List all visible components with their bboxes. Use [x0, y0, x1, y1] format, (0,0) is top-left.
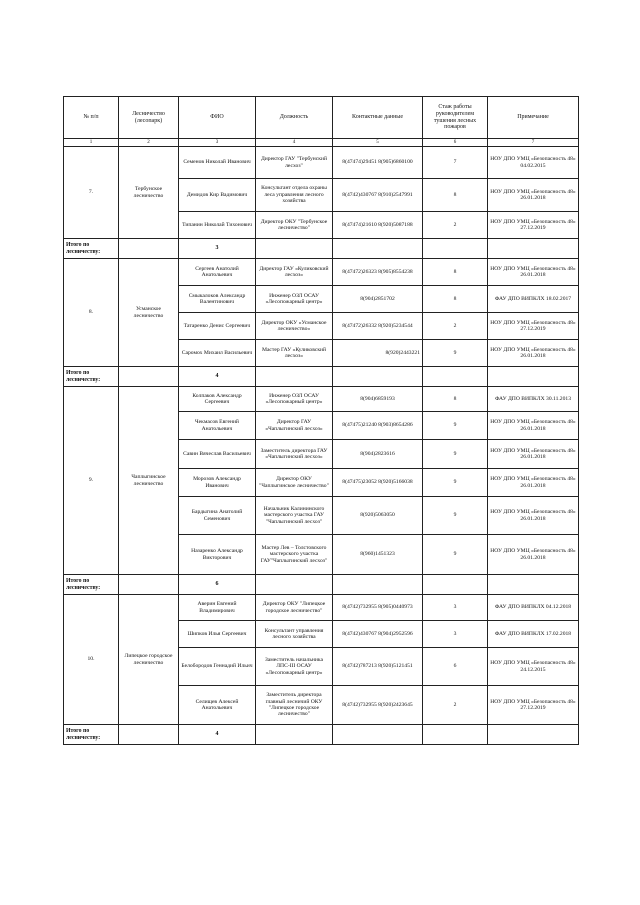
person-position: Инженер ОЗЛ ОСАУ «Лесопожарный центр» [256, 286, 333, 313]
person-experience: 9 [423, 469, 488, 497]
header-forestry: Лесничество (лесопарк) [119, 97, 179, 139]
person-position: Директор ГАУ "Тербунский лесхоз" [256, 147, 333, 179]
person-name: Селищев Алексей Анатольевич [179, 686, 256, 725]
person-note: НОУ ДПО УМЦ «Безопасность 48» 26.01.2018 [488, 469, 579, 497]
table-row [64, 387, 579, 412]
person-experience: 9 [423, 340, 488, 367]
person-experience: 6 [423, 648, 488, 686]
person-contacts: 8(904)2823616 [333, 440, 423, 469]
person-name: Назаренко Александр Викторович [179, 535, 256, 575]
total-label: Итого по лесничеству: [64, 725, 119, 745]
column-number: 2 [119, 139, 179, 147]
header-contacts: Контактные данные [333, 97, 423, 139]
forestry-staff-table [63, 96, 579, 745]
person-position: Директор ОКУ "Чаплыгинское лесничество" [256, 469, 333, 497]
person-note: ФАУ ДПО ВИПКЛХ 30.11.2013 [488, 387, 579, 412]
group-total-row [64, 239, 579, 259]
group-total-row [64, 367, 579, 387]
column-number: 6 [423, 139, 488, 147]
person-experience: 9 [423, 440, 488, 469]
table-row [64, 147, 579, 179]
person-experience: 7 [423, 147, 488, 179]
person-position: Мастер Лев – Толстовского мастерского участка ГАУ"Чаплыгинский лесхоз" [256, 535, 333, 575]
person-name: Белобородов Геннадий Ильич [179, 648, 256, 686]
person-name: Саромох Михаил Васильевич [179, 340, 256, 367]
person-experience: 8 [423, 286, 488, 313]
person-experience: 3 [423, 595, 488, 621]
person-name: Демидов Кир Вадимович [179, 179, 256, 212]
person-position: Консультант отдела охраны леса управления лесного хозяйства [256, 179, 333, 212]
header-num: № п/п [64, 97, 119, 139]
total-count: 4 [179, 367, 256, 387]
total-label: Итого по лесничеству: [64, 575, 119, 595]
person-contacts: 8(47474)21610 8(920)5087188 [333, 212, 423, 239]
person-note: ФАУ ДПО ВИПКЛХ 17.02.2018 [488, 621, 579, 648]
person-position: Директор ГАУ «Куликовский лесхоз» [256, 259, 333, 286]
person-name: Бардыгина Анатолий Семенович [179, 497, 256, 535]
person-experience: 2 [423, 686, 488, 725]
person-position: Заместитель директора ГАУ «Чаплыгинский лесхоз» [256, 440, 333, 469]
forestry-name: Усманское лесничество [119, 259, 179, 367]
column-number: 3 [179, 139, 256, 147]
person-contacts: 8(47472)26332 8(920)5234544 [333, 313, 423, 340]
column-number-row [64, 139, 579, 147]
total-count: 3 [179, 239, 256, 259]
person-contacts: 8(4742)430767 8(904)2952596 [333, 621, 423, 648]
person-contacts: 8(904)6859193 [333, 387, 423, 412]
group-number: 8. [64, 259, 119, 367]
person-note: НОУ ДПО УМЦ «Безопасность 48» 26.01.2018 [488, 259, 579, 286]
column-number: 7 [488, 139, 579, 147]
person-position: Директор ОКУ "Тербунское лесничество" [256, 212, 333, 239]
person-position: Заместитель директора главный лесничий ОКУ "Липецкое городское лесничество" [256, 686, 333, 725]
header-fio: ФИО [179, 97, 256, 139]
header-experience: Стаж работы руководителем тушения лесных пожаров [423, 97, 488, 139]
table-row [64, 259, 579, 286]
person-name: Семенов Николай Иванович [179, 147, 256, 179]
person-experience: 8 [423, 179, 488, 212]
person-name: Типанин Николай Тихонович [179, 212, 256, 239]
person-position: Начальник Калининского мастерского участка ГАУ "Чаплыгинский лесхоз" [256, 497, 333, 535]
person-name: Аверин Евгений Владимирович [179, 595, 256, 621]
person-contacts: 8(904)2851702 [333, 286, 423, 313]
column-number: 1 [64, 139, 119, 147]
person-position: Директор ГАУ «Чаплыгинский лесхоз» [256, 412, 333, 440]
person-experience: 9 [423, 535, 488, 575]
person-experience: 8 [423, 387, 488, 412]
person-name: Смыкалоков Александр Валентинович [179, 286, 256, 313]
group-total-row [64, 575, 579, 595]
person-contacts: 8(47475)23052 8(920)5166038 [333, 469, 423, 497]
total-count: 4 [179, 725, 256, 745]
person-note: НОУ ДПО УМЦ «Безопасность 48» 27.12.2019 [488, 313, 579, 340]
person-note: НОУ ДПО УМЦ «Безопасность 48» 26.01.2018 [488, 179, 579, 212]
header-position: Должность [256, 97, 333, 139]
table-row [64, 595, 579, 621]
group-number: 7. [64, 147, 119, 239]
person-position: Директор ОКУ "Липецкое городское лесничество" [256, 595, 333, 621]
person-contacts: 8(47472)26323 8(905)8554238 [333, 259, 423, 286]
person-note: НОУ ДПО УМЦ «Безопасность 48» 26.01.2018 [488, 497, 579, 535]
person-note: НОУ ДПО УМЦ «Безопасность 48» 26.01.2018 [488, 535, 579, 575]
person-experience: 3 [423, 621, 488, 648]
person-position: Консультант управления лесного хозяйства [256, 621, 333, 648]
person-experience: 9 [423, 412, 488, 440]
column-number: 5 [333, 139, 423, 147]
person-note: НОУ ДПО УМЦ «Безопасность 48» 24.12.2015 [488, 648, 579, 686]
person-name: Чекмасов Евгений Анатольевич [179, 412, 256, 440]
person-contacts: 8(920)2443221 [333, 340, 423, 367]
forestry-name: Чаплыгинское лесничество [119, 387, 179, 575]
person-note: НОУ ДПО УМЦ «Безопасность 48» 26.01.2018 [488, 340, 579, 367]
column-number: 4 [256, 139, 333, 147]
person-position: Мастер ГАУ «Куликовский лесхоз» [256, 340, 333, 367]
person-name: Савин Вячеслав Васильевич [179, 440, 256, 469]
person-position: Директор ОКУ «Усманское лесничество» [256, 313, 333, 340]
header-row [64, 97, 579, 139]
person-experience: 9 [423, 497, 488, 535]
person-name: Колпаков Александр Сергеевич [179, 387, 256, 412]
group-total-row [64, 725, 579, 745]
person-experience: 2 [423, 212, 488, 239]
total-count: 6 [179, 575, 256, 595]
group-number: 9. [64, 387, 119, 575]
person-contacts: 8(47475)21240 8(903)8654286 [333, 412, 423, 440]
total-label: Итого по лесничеству: [64, 367, 119, 387]
person-note: ФАУ ДПО ВИПКЛХ 04.12.2018 [488, 595, 579, 621]
header-note: Примечание [488, 97, 579, 139]
person-contacts: 8(4742)430767 8(910)2547991 [333, 179, 423, 212]
person-name: Морозов Александр Иванович [179, 469, 256, 497]
person-name: Шипков Илья Сергеевич [179, 621, 256, 648]
person-note: НОУ ДПО УМЦ «Безопасность 48» 26.01.2018 [488, 440, 579, 469]
person-position: Инженер ОЗЛ ОСАУ «Лесопожарный центр» [256, 387, 333, 412]
person-contacts: 8(4742)732955 8(905)0440973 [333, 595, 423, 621]
person-note: НОУ ДПО УМЦ «Безопасность 48» 26.01.2018 [488, 412, 579, 440]
person-position: Заместитель начальника ЛПС-III ОСАУ «Лесопожарный центр» [256, 648, 333, 686]
person-note: НОУ ДПО УМЦ «Безопасность 48» 27.12.2019 [488, 212, 579, 239]
person-contacts: 8(920)5063050 [333, 497, 423, 535]
total-label: Итого по лесничеству: [64, 239, 119, 259]
person-note: НОУ ДПО УМЦ «Безопасность 48» 04.02.2015 [488, 147, 579, 179]
forestry-name: Тербунское лесничество [119, 147, 179, 239]
person-name: Сергеев Анатолий Анатольевич [179, 259, 256, 286]
person-note: НОУ ДПО УМЦ «Безопасность 48» 27.12.2019 [488, 686, 579, 725]
person-note: ФАУ ДПО ВИПКЛХ 18.02.2017 [488, 286, 579, 313]
person-name: Татаренко Денис Сергеевич [179, 313, 256, 340]
person-contacts: 8(4742)787213 8(920)5121451 [333, 648, 423, 686]
person-experience: 2 [423, 313, 488, 340]
person-contacts: 8(960)1451323 [333, 535, 423, 575]
person-contacts: 8(47474)29451 8(905)6860100 [333, 147, 423, 179]
group-number: 10. [64, 595, 119, 725]
person-experience: 8 [423, 259, 488, 286]
forestry-name: Липецкое городское лесничество [119, 595, 179, 725]
person-contacts: 8(4742)732955 8(920)2423645 [333, 686, 423, 725]
